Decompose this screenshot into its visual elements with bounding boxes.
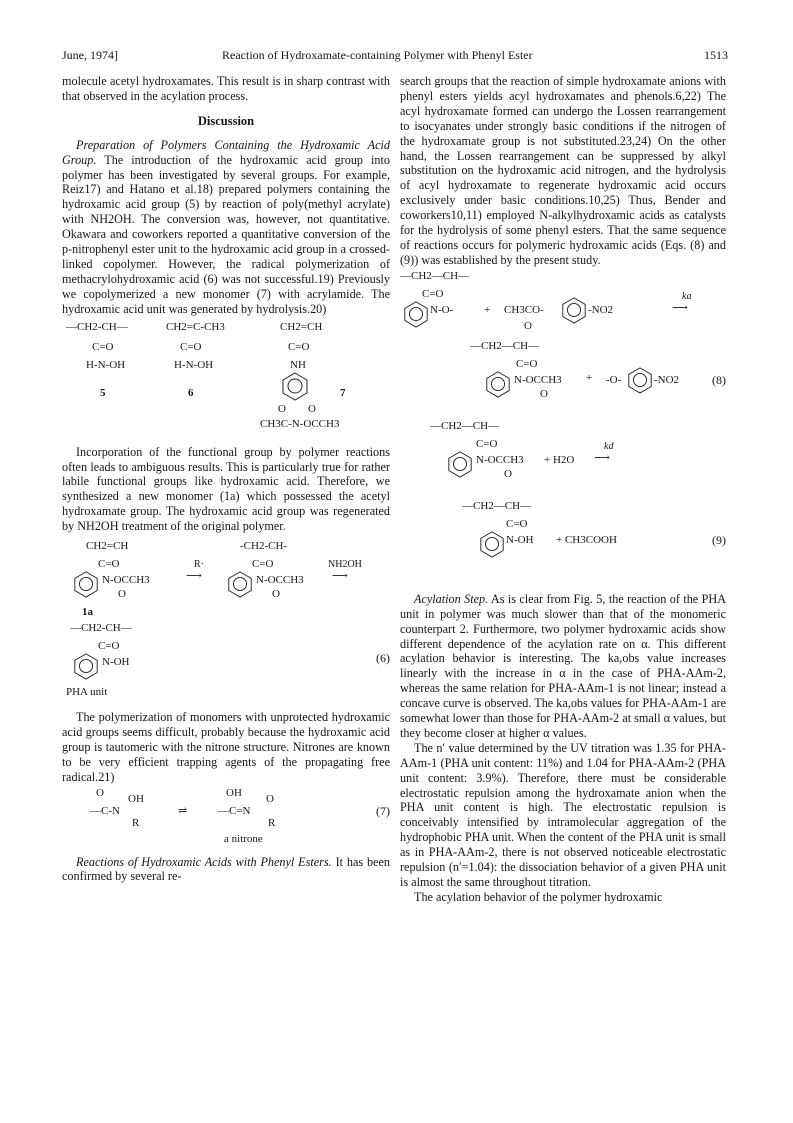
formula-text: R (132, 816, 140, 829)
formula-text: N-OCCH3 (102, 574, 150, 587)
formula-text: C=O (98, 558, 120, 571)
formula-text: -CH2-CH- (240, 540, 288, 553)
formula-text: + CH3COOH (556, 533, 617, 546)
equation-number: (7) (376, 803, 390, 818)
equation-number: (9) (712, 532, 726, 547)
formula-caption: a nitrone (224, 832, 263, 845)
compound-number: 7 (340, 386, 346, 399)
benzene-ring-icon (280, 371, 310, 401)
scheme-9 (400, 420, 726, 584)
formula-text: —CH2-CH— (66, 320, 128, 333)
formula-text: + H2O (544, 453, 575, 466)
formula-text: N-OH (506, 533, 534, 546)
formula-text: CH2=CH (86, 540, 129, 553)
formula-text: C=O (476, 437, 498, 450)
formula-text: N-OH (102, 656, 130, 669)
formula-text: —CH2—CH— (430, 419, 500, 432)
page-number: 1513 (704, 48, 728, 62)
formula-text: —CH2-CH— (70, 622, 132, 635)
paragraph: molecule acetyl hydroxamates. This result is in sharp contrast with that observed in the acylation process. (62, 74, 390, 103)
benzene-ring-icon (72, 652, 100, 680)
formula-text: CH3CO- (504, 303, 544, 316)
formula-text: —C=N (218, 804, 251, 817)
benzene-ring-icon (478, 530, 506, 558)
paragraph-text: It has been confirmed by several re- (62, 854, 390, 884)
formula-text: O (540, 387, 548, 400)
formula-text: —CH2—CH— (462, 499, 532, 512)
paragraph (400, 592, 726, 741)
benzene-ring-icon (626, 366, 654, 394)
formula-text: O (272, 588, 280, 601)
rate-constant-label: kd (604, 440, 614, 452)
formula-text: R (268, 816, 276, 829)
structures-5-6-7 (62, 317, 390, 445)
paragraph: Incorporation of the functional group by polymer reactions often leads to ambiguous results. This is particularly true for rather labile functional groups like hydroxamic acid. Therefore, we synthesized a new monomer (1a) which possessed the acetyl hydroxamate group. The hydroxamic acid group was regenerated by NH2OH treatment of the original polymer. (62, 444, 390, 534)
arrow-label: NH2OH (328, 559, 362, 571)
formula-text: + (484, 303, 491, 316)
run-in-heading: Acylation Step. (414, 591, 489, 606)
formula-text: O (278, 402, 286, 415)
arrow-label: R· (194, 559, 204, 571)
formula-text: O (524, 319, 532, 332)
formula-text: OH (226, 786, 242, 799)
formula-caption: PHA unit (66, 686, 108, 699)
right-column (400, 74, 726, 905)
running-header-title: Reaction of Hydroxamate-containing Polymer with Phenyl Ester (222, 48, 533, 62)
benzene-ring-icon (72, 570, 100, 598)
formula-text: C=O (252, 558, 274, 571)
formula-text: —CH2—CH— (470, 339, 540, 352)
formula-text: -NO2 (588, 303, 614, 316)
equilibrium-arrow-icon: ⇌ (178, 804, 188, 817)
formula-text: O (118, 588, 126, 601)
formula-text: C=O (288, 340, 310, 353)
benzene-ring-icon (402, 300, 430, 328)
paragraph: The acylation behavior of the polymer hydroxamic (414, 889, 663, 904)
formula-text: O (504, 467, 512, 480)
formula-text: OH (128, 792, 144, 805)
reaction-arrow-icon: ⟶ (186, 570, 202, 583)
formula-text: N-OCCH3 (256, 574, 304, 587)
benzene-ring-icon (484, 370, 512, 398)
formula-text: O (308, 402, 316, 415)
scheme-7-tautomerism (62, 785, 390, 847)
paragraph (62, 138, 390, 317)
formula-text: C=O (98, 640, 120, 653)
scheme-6 (62, 540, 390, 700)
reaction-arrow-icon: ⟶ (332, 570, 348, 583)
compound-number: 5 (100, 386, 106, 399)
running-header-date: June, 1974] (62, 48, 118, 62)
formula-text: O (96, 786, 104, 799)
formula-text: -O- (606, 373, 622, 386)
formula-text: N-O- (430, 303, 454, 316)
scheme-8 (400, 268, 726, 420)
formula-text: + (586, 371, 593, 384)
section-heading: Discussion (197, 113, 255, 128)
compound-number: 6 (188, 386, 194, 399)
formula-text: C=O (92, 340, 114, 353)
paragraph: search groups that the reaction of simple hydroxamate anions with phenyl esters yields acyl hydroxamates and phenols.6,22) The acyl hydroxamate formed can undergo the Lossen rearrangement to isocyanates under strongly basic conditions if the nitrogen of the hydroxamate group is not substituted.23,24) On the other hand, the Lossen rearrangement can be suppressed by alkyl substitution on the hydroxamic acid nitrogen, and the hydrolysis of acyl hydroxamate to regenerate hydroxamic acid occurs exclusively under basic conditions.10,25) Thus, Bender and coworkers10,11) employed N-alkylhydroxamic acids as catalysts for the hydrolysis of some phenyl esters. That the same sequence of reactions occurs for polymeric hydroxamic acids (Eqs. (8) and (9)) was established by the present study. (400, 74, 726, 267)
paragraph: The n′ value determined by the UV titration was 1.35 for PHA-AAm-1 (PHA unit content: 11%) and 1.04 for PHA-AAm-2 (PHA unit content: 3.9%). Therefore, there must be considerable electrostatic repulsion among the hydroxamate anion when the PHA unit content is high. The electrostatic repulsion is conceivably intensified by intramolecular aggregation of the hydrophobic PHA unit. When the content of the PHA unit is small as in PHA-AAm-2, there is not observed noticeable electrostatic repulsion (n′=1.04): the dissociation behavior of a given PHA unit is almost the same throughout titration. (400, 740, 726, 889)
formula-text: C=O (422, 287, 444, 300)
formula-text: H-N-OH (86, 358, 126, 371)
formula-text: NH (290, 358, 306, 371)
formula-text: O (266, 792, 274, 805)
run-in-heading: Preparation of Polymers Containing the Hydroxamic Acid Group. (62, 137, 390, 167)
benzene-ring-icon (560, 296, 588, 324)
rate-constant-label: ka (682, 290, 692, 302)
formula-text: CH3C-N-OCCH3 (260, 417, 340, 430)
left-column (62, 74, 390, 884)
formula-text: C=O (180, 340, 202, 353)
formula-text: C=O (516, 357, 538, 370)
formula-text: —C-N (90, 804, 120, 817)
paragraph-text: As is clear from Fig. 5, the reaction of the PHA unit in polymer was much slower than that of the monomeric counterpart 2. Furthermore, two polymer hydroxamic acids show different dependence of the acylation rate on α. This different acylation behavior is interesting. The ka,obs value increases linearly with the increase in α in the case of PHA-AAm-2, whereas the same relation for PHA-AAm-1 is not linear; instead a concave curve is observed. The ka,obs values for PHA-AAm-1 are somewhat lower than those for PHA-AAm-2 at small α values, but they become closer at higher α values. (400, 591, 727, 740)
formula-text: -NO2 (654, 373, 680, 386)
compound-number: 1a (82, 606, 93, 619)
formula-text: CH2=C-CH3 (166, 320, 225, 333)
formula-text: H-N-OH (174, 358, 214, 371)
formula-text: CH2=CH (280, 320, 323, 333)
paragraph: The polymerization of monomers with unprotected hydroxamic acid groups seems difficult, probably because the hydroxamic acid group is tautomeric with the nitrone structure. Nitrones are known to be very efficient trapping agents of the propagating free radical.21) (62, 710, 390, 784)
paragraph (62, 855, 390, 885)
paragraph-text: The introduction of the hydroxamic acid group into polymer has been investigated by several groups. For example, Reiz17) and Hatano et al.18) prepared polymers containing the hydroxamic acid group (5) by reaction of poly(methyl acrylate) with NH2OH. The conversion was, however, not quantitative. Okawara and coworkers reported a quantitative conversion of the p-nitrophenyl ester unit to the hydroxamic acid group in a crossed-linked copolymer. However, the radical polymerization of methacrylohydroxamic acid (6) was not successful.19) Previously we copolymerized a new monomer (7) with acrylamide. The hydroxamic acid unit was generated by hydrolysis.20) (62, 152, 391, 316)
reaction-arrow-icon: ⟶ (672, 301, 688, 314)
formula-text: C=O (506, 517, 528, 530)
benzene-ring-icon (446, 450, 474, 478)
formula-text: —CH2—CH— (400, 269, 470, 282)
benzene-ring-icon (226, 570, 254, 598)
reaction-arrow-icon: ⟶ (594, 451, 610, 464)
formula-text: N-OCCH3 (514, 373, 562, 386)
equation-number: (8) (712, 372, 726, 387)
run-in-heading: Reactions of Hydroxamic Acids with Phenyl Esters. (76, 854, 332, 869)
equation-number: (6) (376, 651, 390, 666)
formula-text: N-OCCH3 (476, 453, 524, 466)
